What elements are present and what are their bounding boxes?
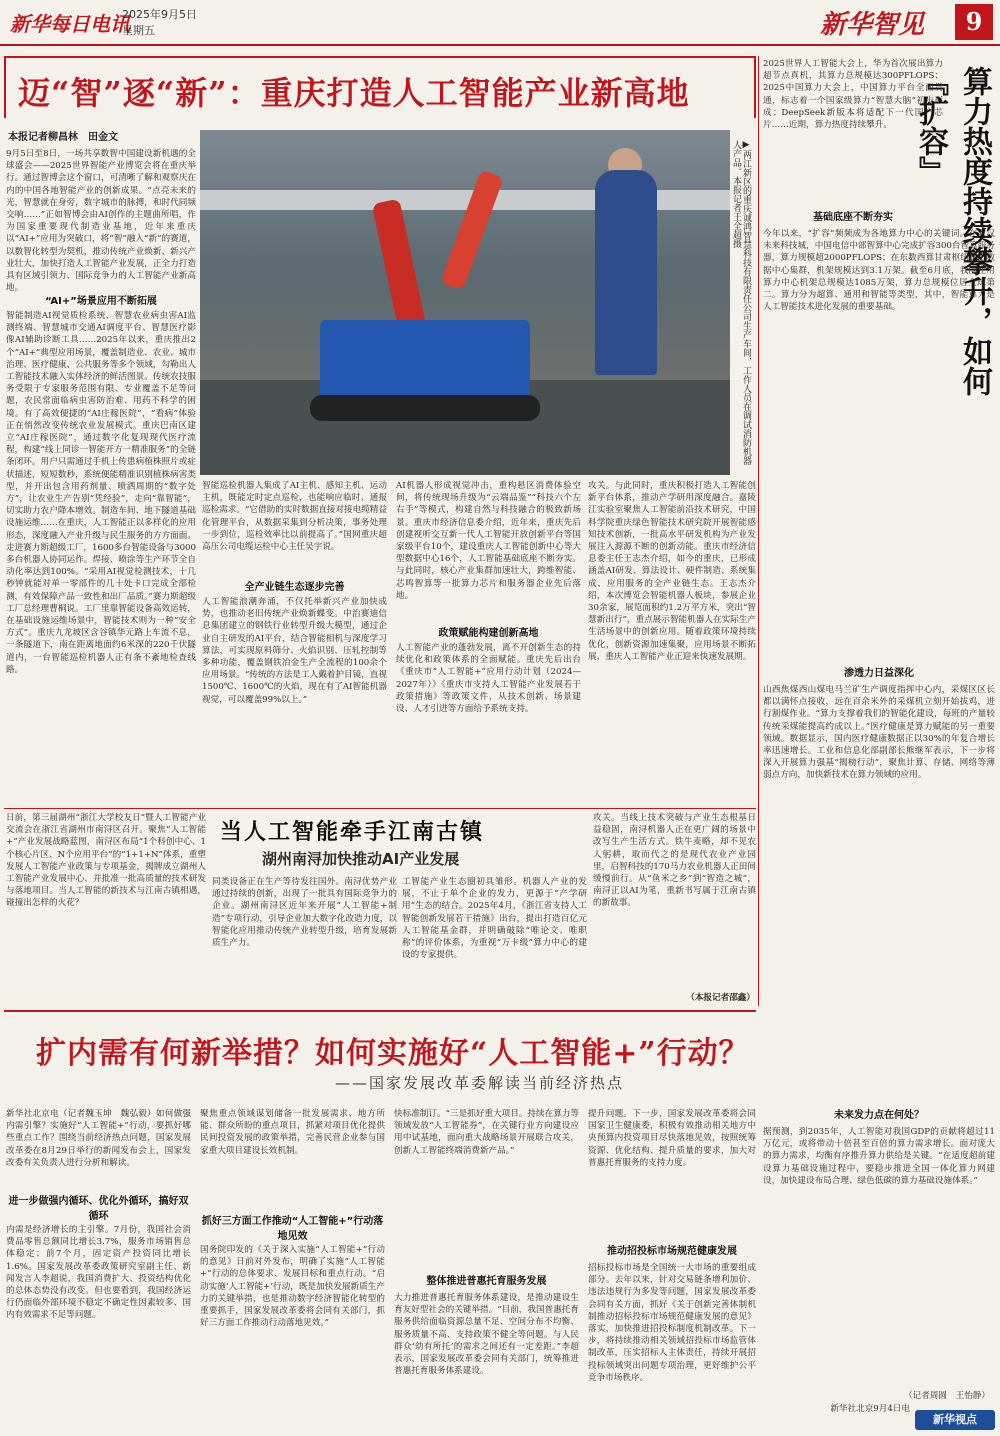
right-column-2: 山西焦煤西山煤电马兰矿生产调度指挥中心内，采煤区区长都以满怀点接收，远在百余米外的采煤机立刻开始拔鸡，进行割煤作业。“算力支撑着我们的智能化建设，每班的产量较传统采煤能提高约成以上。”医疗健康是算力赋能的另一重要领域。数据显示，国内医疗健康数据正以30%的年复合增长率迅速增长。工业和信息化部副部长熊继军表示，下一步将深入开展算力强基“揭榜行动”，聚焦计算、存储、网络等薄弱点方向，加快新技术在算力领域的应用。 — [763, 685, 995, 781]
second-column-4: 攻关。当线上技术突破与产业生态根基日益稳固，南浔机器人正在更广阔的场景中改写生产生活方式。铁牛麦略，却不见农人躬耕，取而代之的是现代农业产业园里，启智科技的170马力农业机器人正田间缓慢前行。从“鱼米之乡”到“智造之城”，南浔正以AI为笔，重新书写属于江南古镇的新故事。 — [593, 813, 756, 909]
second-headline[interactable]: 当人工智能牵手江南古镇 — [220, 819, 485, 845]
xinhua-viewpoint-logo: 新华视点 — [915, 1410, 995, 1430]
third-column-3: 快标准制订。“三是抓好重大项目。持续在算力等领域发放“人工智能券”，在关键行业方向建设应用中试基地，面向重大战略场景开展联合攻关，创新人工智能终端消费新产品。” — [394, 1109, 579, 1156]
right-headline[interactable]: 算力热度持续攀升，如何『扩容』 — [913, 66, 992, 396]
third-subhead-2: 抓好三方面工作推动“人工智能+”行动落地见效 — [201, 1216, 384, 1242]
right-column-1: 今年以来，“扩容”频频成为各地算力中心的关键词。在武汉未来科技城，中国电信中部智算中心完成扩容300台智算服务器，算力规模超2000PFLOPS；在东数西算甘肃枢纽庆阳数据中心集群，机架规模达到3.1万架。截至6月底，我国在用算力中心机架总规模达1085万架，算力总规模位居全球第二。算力分为超算、通用和智能等类型，其中，智能算力是人工智能技术进化发展的重要基础。 — [763, 229, 995, 313]
lead-column-2: 智能巡检机器人集成了AI主机、感知主机、运动主机，既能定时定点巡检，也能响应临时、通报巡检需求。“它借助的实时数据直接对接电缆精益化管理平台，从数据采集到分析决策，事务处理一步到位，巡检效率比以前提高了。”国网重庆超高压公司电缆运检中心主任吴宇说。 — [202, 481, 387, 553]
second-column-3: 工智能产业生态圈初具雏形。机器人产业的发展，不止于单个企业的发力，更源于“产学研用”生态的结合。2025年4月，《浙江省支持人工智能创新发展若干措施》出台，提出打造百亿元人工智能基金群，并明确破除“唯论文、唯职称”的评价体系，为重视“万卡级”算力中心的建设的专家提供。 — [402, 877, 587, 961]
page-number: 9 — [955, 4, 993, 40]
second-column-2: 同类设备正在生产等待发往国外。南浔优势产业通过持续的创新，出现了一批具有国际竞争力的企业。湖州南浔区近年来开展“人工智能+制造”专项行动，引导企业加大数字化改造力度，以智能化应用推动传统产业转型升级，培育发展新质生产力。 — [212, 877, 397, 949]
right-intro: 2025世界人工智能大会上，华为首次展出算力超节点真机，其算力总规模达300PFLOPS；2025中国算力大会上，中国算力平台全面贯通，标志着一个国家级算力“智慧大脑”初步形成；DeepSeek新版本将适配下一代国产芯片……近期，算力热度持续攀升。 — [763, 59, 943, 131]
issue-weekday: 星期五 — [122, 24, 155, 37]
lead-column-3b: 人工智能产业的蓬勃发展，离不开创新生态的持续优化和政策体系的全面赋能。重庆先后出台《重庆市“人工智能+”应用行动计划（2024—2027年）》《重庆市支持人工智能产业发展若干政策措施》等政策文件，从技术创新、场景建设、人才引进等方面给予系统支持。 — [396, 643, 581, 715]
photo-robot-arm — [372, 199, 426, 332]
photo-robot-track — [310, 395, 540, 421]
lead-byline: 本报记者柳昌林 田金文 — [8, 132, 118, 143]
third-column-4b: 招标投标市场是全国统一大市场的重要组成部分。去年以来，针对交易链条增利加价、违法违规行为多发等问题，国家发展改革委会同有关方面，抓好《关于创新完善体制机制推动招标投标市场规范健康发展的意见》落实，加快推进招投标制度机制改革。下一步，将持续推动相关领域招投标市场监管体制改革，压实招标人主体责任，持续开展招投标领域突出问题专项治理，更好维护公平竞争市场秩序。 — [588, 1263, 756, 1383]
lead-subhead-3: 政策赋能构建创新高地 — [438, 628, 539, 639]
third-subheadline: ——国家发展改革委解读当前经济热点 — [335, 1074, 625, 1092]
third-column-1: 新华社北京电（记者魏玉坤 魏弘毅）如何做强内需引擎？实施好“人工智能+”行动，要抓好哪些重点工作？围绕当前经济热点问题，国家发展改革委在8月29日举行的新闻发布会上，国家发改委有关负责人进行分析和解读。 — [6, 1109, 191, 1168]
third-subhead-3: 整体推进普惠托育服务发展 — [426, 1276, 547, 1287]
lead-column-4: 攻关。与此同时，重庆积极打造人工智能创新平台体系，推动产学研用深度融合。嘉陵江实验室聚焦人工智能前沿技术研究，中国科学院重庆绿色智能技术研究院开展智能感知技术创新，一批高水平研发机构为产业发展注入源源不断的创新动能。重庆市经济信息委主任王志杰介绍，如今的重庆，已形成涵盖AI研发、算法设计、硬件制造、系统集成、应用服务的全产业链生态。王志杰介绍，本次博览会智能机器人板块，参展企业30余家，展览面积约1.2万平方米，突出“智慧新出行”，重点展示智能机器人在实际生产生活场景中的创新应用。随着政策环境持续优化，创新资源加速集聚，应用场景不断拓展，重庆人工智能产业正迎来快速发展期。 — [588, 481, 756, 662]
second-column-1: 日前，第三届湖州“浙江大学校友日”暨人工智能产业交流会在浙江省湖州市南浔区召开。聚焦“人工智能+”产业发展战略蓝图，南浔区布局“1个科创中心、1个核心片区、N个应用平台”的“1+1+N”体系，重塑发展人工智能产业政策与专项基金，揭牌成立湖州人工智能产业发展中心、并批准一批高质量的技术研发与落地项目。当人工智能的新技术与江南古镇相遇，碰撞出怎样的火花？ — [6, 813, 206, 909]
lead-column-3: AI机器人形成视觉冲击，重构悬区消费体验空间，将传统现场升级为“云端品鉴”“科技六个左右手”等模式，构建自然与科技融合的极致新场景。重庆市经济信息委介绍，近年来，重庆先后创建视听交互新一代人工智能开放创新平台等国家级平台10个，建设重庆人工智能创新中心等大型数据中心16个，人工智能基础底座不断夯实。与此同时，核心产业集群加速壮大，跨维智能、芯鸣智算等一批算力芯片和服务器企业先后落地。 — [396, 481, 581, 601]
section-rule — [4, 808, 756, 809]
lead-subhead-1: “AI+”场景应用不断拓展 — [45, 296, 157, 307]
third-headline[interactable]: 扩内需有何新举措？如何实施好“人工智能+”行动？ — [36, 1036, 750, 1071]
third-subhead-4: 推动招投标市场规范健康发展 — [607, 1246, 737, 1257]
third-column-2b: 国务院印发的《关于深入实施“人工智能+”行动的意见》日前对外发布，明确了实施“人工智能+”行动的总体要求、发展目标和重点行动。“启动实施‘人工智能+’行动，既是加快发展新质生产力的关键举措，也是推动数字经济智能化转型的重要抓手，国家发展改革委将会同有关部门，抓好三方面工作推动行动落地见效。” — [200, 1245, 385, 1329]
lead-subhead-2: 全产业链生态逐步完善 — [244, 582, 345, 593]
lead-photo — [200, 130, 730, 475]
third-column-2: 聚焦重点领域谋划储备一批发展需求、地方所能、群众所盼的重点项目，抓紧对项目优化提供民间投资发展的政策举措，完善民营企业参与国家重大项目建设长效机制。 — [200, 1109, 385, 1156]
right-credit: （记者周圆 王怡静） — [904, 1391, 990, 1401]
third-column-4: 提升问题。下一步，国家发展改革委将会同国家卫生健康委，积极有效推动相关地方中央预算内投资项目尽快落地见效，按照统筹资源、优化结构、提升质量的要求，加大对普惠托育服务的支持力度。 — [588, 1109, 756, 1168]
right-subhead-3: 未来发力点在何处？ — [834, 1110, 924, 1121]
photo-robot-body — [320, 320, 530, 405]
right-dateline: 新华社北京9月4日电 — [830, 1404, 910, 1414]
photo-worker — [595, 170, 657, 375]
right-subhead-1: 基础底座不断夯实 — [813, 212, 893, 223]
second-credit: （本报记者邵鑫） — [686, 993, 755, 1003]
photo-caption: ▶两江新区的重庆诚鸿智慧科技有限责任公司生产车间，工作人员在调试消防机器人产品。本报记者王全超摄 — [731, 140, 751, 465]
section-name: 新华智见 — [820, 10, 925, 40]
right-subhead-2: 渗透力日益深化 — [844, 668, 914, 679]
lead-headline[interactable]: 迈“智”逐“新”：重庆打造人工智能产业新高地 — [18, 74, 690, 112]
photo-robot-arm — [440, 170, 504, 291]
page-header — [0, 0, 1000, 46]
column-divider — [758, 56, 759, 1006]
section-rule — [4, 1010, 756, 1012]
issue-date: 2025年9月5日 — [122, 8, 197, 21]
third-column-1b: 内需是经济增长的主引擎。7月份，我国社会消费品零售总额同比增长3.7%，服务市场销售总体稳定；前7个月，固定资产投资同比增长1.6%。国家发展改革委政策研究室副主任、新闻发言人李超说，我国消费扩大、投资结构优化的总体态势没有改变。但也要看到，我国经济运行仍面临外部环境不稳定不确定性因素较多、国内有效需求不足等问题。 — [6, 1225, 191, 1321]
lead-column-2b: 人工智能浪潮奔涌，不仅托举新兴产业加快成势，也推动老旧传统产业焕新蝶变。中治赛迪信息集团建立的钢铁行业转型升级大模型，通过企业自主研发的AI平台，结合智能相机与深度学习算法，可实现原料筛分、火焰识别、压轧控制等多种功能，覆盖钢铁冶金生产全流程的100余个应用场景。“传统的方法是工人戴着护目镜，直视1500℃、1600℃的火焰，现在有了AI智能机器视觉，可以覆盖99%以上。” — [202, 597, 387, 705]
newspaper-name: 新华每日电讯 — [10, 12, 130, 36]
third-column-3b: 大力推进普惠托育服务体系建设，是推动建设生育友好型社会的关键举措。“目前，我国普惠托育服务供给面临资源总量不足、空间分布不均衡、服务质量不高、支持政策不健全等问题。与人民群众‘幼有所托’的需求之间还有一定差距。”李超表示，国家发展改革委会同有关部门，统筹推进普惠托育服务体系建设。 — [394, 1293, 579, 1377]
lead-column-1: 智能制造AI视觉质检系统、智慧农业病虫害AI监测终端、智慧城市交通AI调度平台、智慧医疗影像AI辅助诊断工具……2025年以来，重庆推出2个“AI+”典型应用场景，覆盖制造业、农业、城市治理、医疗健康、公共服务等多个领域，勾勒出人工智能技术融入实体经济的鲜活图景。传统农技服务受限于专家服务范围有限、专业覆盖不足等问题，农民常面临病虫害防治难、用药不科学的困境。有了高效便捷的“AI庄稼医院”，“看病”体验正在悄然改变传统农业发展模式。重庆巴南区建立“AI庄稼医院”，通过数字化复现现代医疗流程，构建“线上同诊一智能开方一精准服务”的全链条闭环。用户只需通过手机上传患病植株照片或症状描述，短短数秒，系统便能精准识别植株病害类型，并开出包含用药剂量、喷洒周期的“数字处方”，让农业生产告别“凭经验”，走向“靠智能”，切实助力农户降本增效。制造车间、地下隧道基础设施运维……在重庆，人工智能正以多样化的应用形态，深度融入产业升级与民生服务的方方面面。走进赛力斯超级工厂，1600多台智能设备与3000多台机器人协同运作。焊接、喷涂等生产环节全自动化率达到100%。“采用AI视觉检测技术，十几秒钟就能对单一零部件的几十处卡口完成全部检测，有效保障产品一致性和出厂品质。”赛力斯超级工厂总经理曹桐说。工厂里靠智能设备高效运转，在基础设施运维场景中，智能技术则为一种“安全方式”。重庆九龙坡区含谷镇华元路上车流不息，一条隧道下，南在距离地面约6米深的220千伏隧道内，一台智能巡检机器人正有条不紊地检查线路。 — [6, 311, 196, 675]
third-subhead-1: 进一步做强内循环、优化外循环，搞好双循环 — [8, 1196, 189, 1222]
right-column-3: 据预测，到2035年，人工智能对我国GDP的贡献将超过11万亿元，或将带动十倍甚至百倍的算力需求增长。面对庞大的算力需求，均衡有序推升算力供给是关键。“在适度超前建设算力基础设施过程中，要稳步推进全国一体化算力网建设，加快建设布局合理、绿色低碳的算力基础设施体系。” — [763, 1127, 995, 1186]
lead-intro: 9月5日至8日，一场共享数智中国建设新机遇的全球盛会——2025世界智能产业博览会将在重庆举行。通过智博会这个窗口，可清晰了解和观察庆在内的中国各地智能产业的创新成果。“点亮未来的光，智慧就在身旁，数字城市的脉搏，和时代同频交响……”正如智博会由AI创作的主题曲所唱，作为国家重要现代制造业基地，近年来重庆以“AI+”应用为突破口，将“智”融入“新”的赛道，以数智化转型为契机，推动传统产业焕新、新兴产业壮大，加快打造人工智能产业发展，正全力打造具有区域引领力、国际竞争力的人工智能产业新高地。 — [6, 149, 196, 294]
second-subheadline: 湖州南浔加快推动AI产业发展 — [262, 850, 460, 868]
